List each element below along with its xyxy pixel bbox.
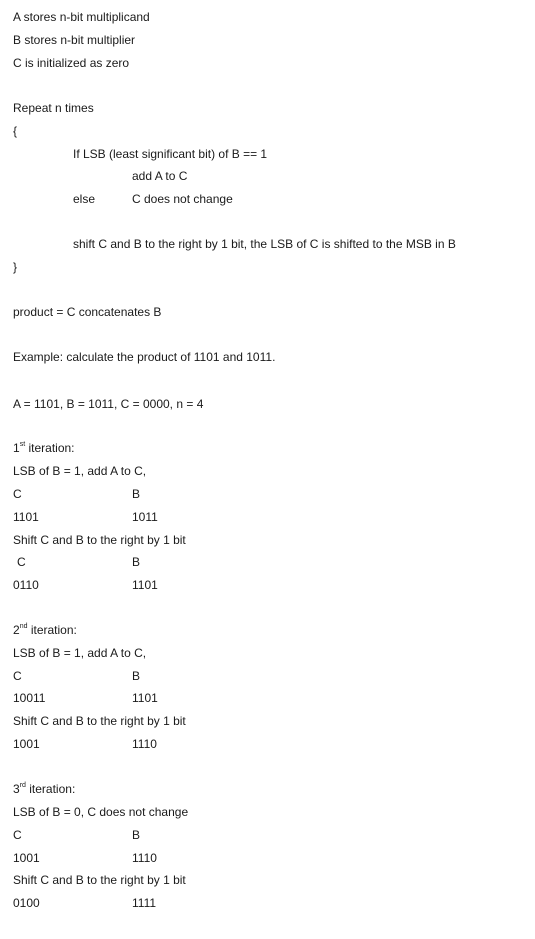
column-header-b: B xyxy=(132,828,141,842)
repeat-line: Repeat n times xyxy=(13,101,94,115)
value-b: 1111 xyxy=(132,896,157,910)
iteration-step: LSB of B = 1, add A to C, xyxy=(13,464,147,478)
column-header-c: C xyxy=(17,555,26,569)
value-b: 1011 xyxy=(132,510,158,524)
close-brace: } xyxy=(13,260,18,274)
iteration-step: LSB of B = 1, add A to C, xyxy=(13,646,147,660)
else-text: C does not change xyxy=(132,192,233,206)
text-line: A stores n-bit multiplicand xyxy=(13,10,150,24)
value-b: 1110 xyxy=(132,851,157,865)
column-header-c: C xyxy=(13,828,22,842)
example-title: Example: calculate the product of 1101 and 1011. xyxy=(13,350,276,364)
text-line: B stores n-bit multiplier xyxy=(13,33,136,47)
if-line: If LSB (least significant bit) of B == 1 xyxy=(73,147,268,161)
shift-step: Shift C and B to the right by 1 bit xyxy=(13,533,186,547)
column-header-b: B xyxy=(132,669,141,683)
value-b: 1101 xyxy=(132,578,158,592)
value-c: 1101 xyxy=(13,510,39,524)
shift-step: Shift C and B to the right by 1 bit xyxy=(13,873,186,887)
value-c: 1001 xyxy=(13,851,40,865)
column-header-c: C xyxy=(13,487,22,501)
value-c: 1001 xyxy=(13,737,40,751)
shift-line: shift C and B to the right by 1 bit, the LSB of C is shifted to the MSB in B xyxy=(73,237,456,251)
else-keyword: else xyxy=(73,192,96,206)
iteration-heading: 1st iteration: xyxy=(13,441,75,455)
iteration-heading: 3rd iteration: xyxy=(13,782,76,796)
example-init: A = 1101, B = 1011, C = 0000, n = 4 xyxy=(13,397,204,411)
text-line: C is initialized as zero xyxy=(13,56,130,70)
value-c: 0100 xyxy=(13,896,40,910)
column-header-b: B xyxy=(132,555,141,569)
value-b: 1110 xyxy=(132,737,157,751)
iteration-heading: 2nd iteration: xyxy=(13,623,77,637)
value-b: 1101 xyxy=(132,691,158,705)
value-c: 10011 xyxy=(13,691,46,705)
value-c: 0110 xyxy=(13,578,39,592)
open-brace: { xyxy=(13,124,18,138)
column-header-b: B xyxy=(132,487,141,501)
column-header-c: C xyxy=(13,669,22,683)
product-line: product = C concatenates B xyxy=(13,305,162,319)
iteration-step: LSB of B = 0, C does not change xyxy=(13,805,189,819)
shift-step: Shift C and B to the right by 1 bit xyxy=(13,714,186,728)
add-line: add A to C xyxy=(132,169,188,183)
